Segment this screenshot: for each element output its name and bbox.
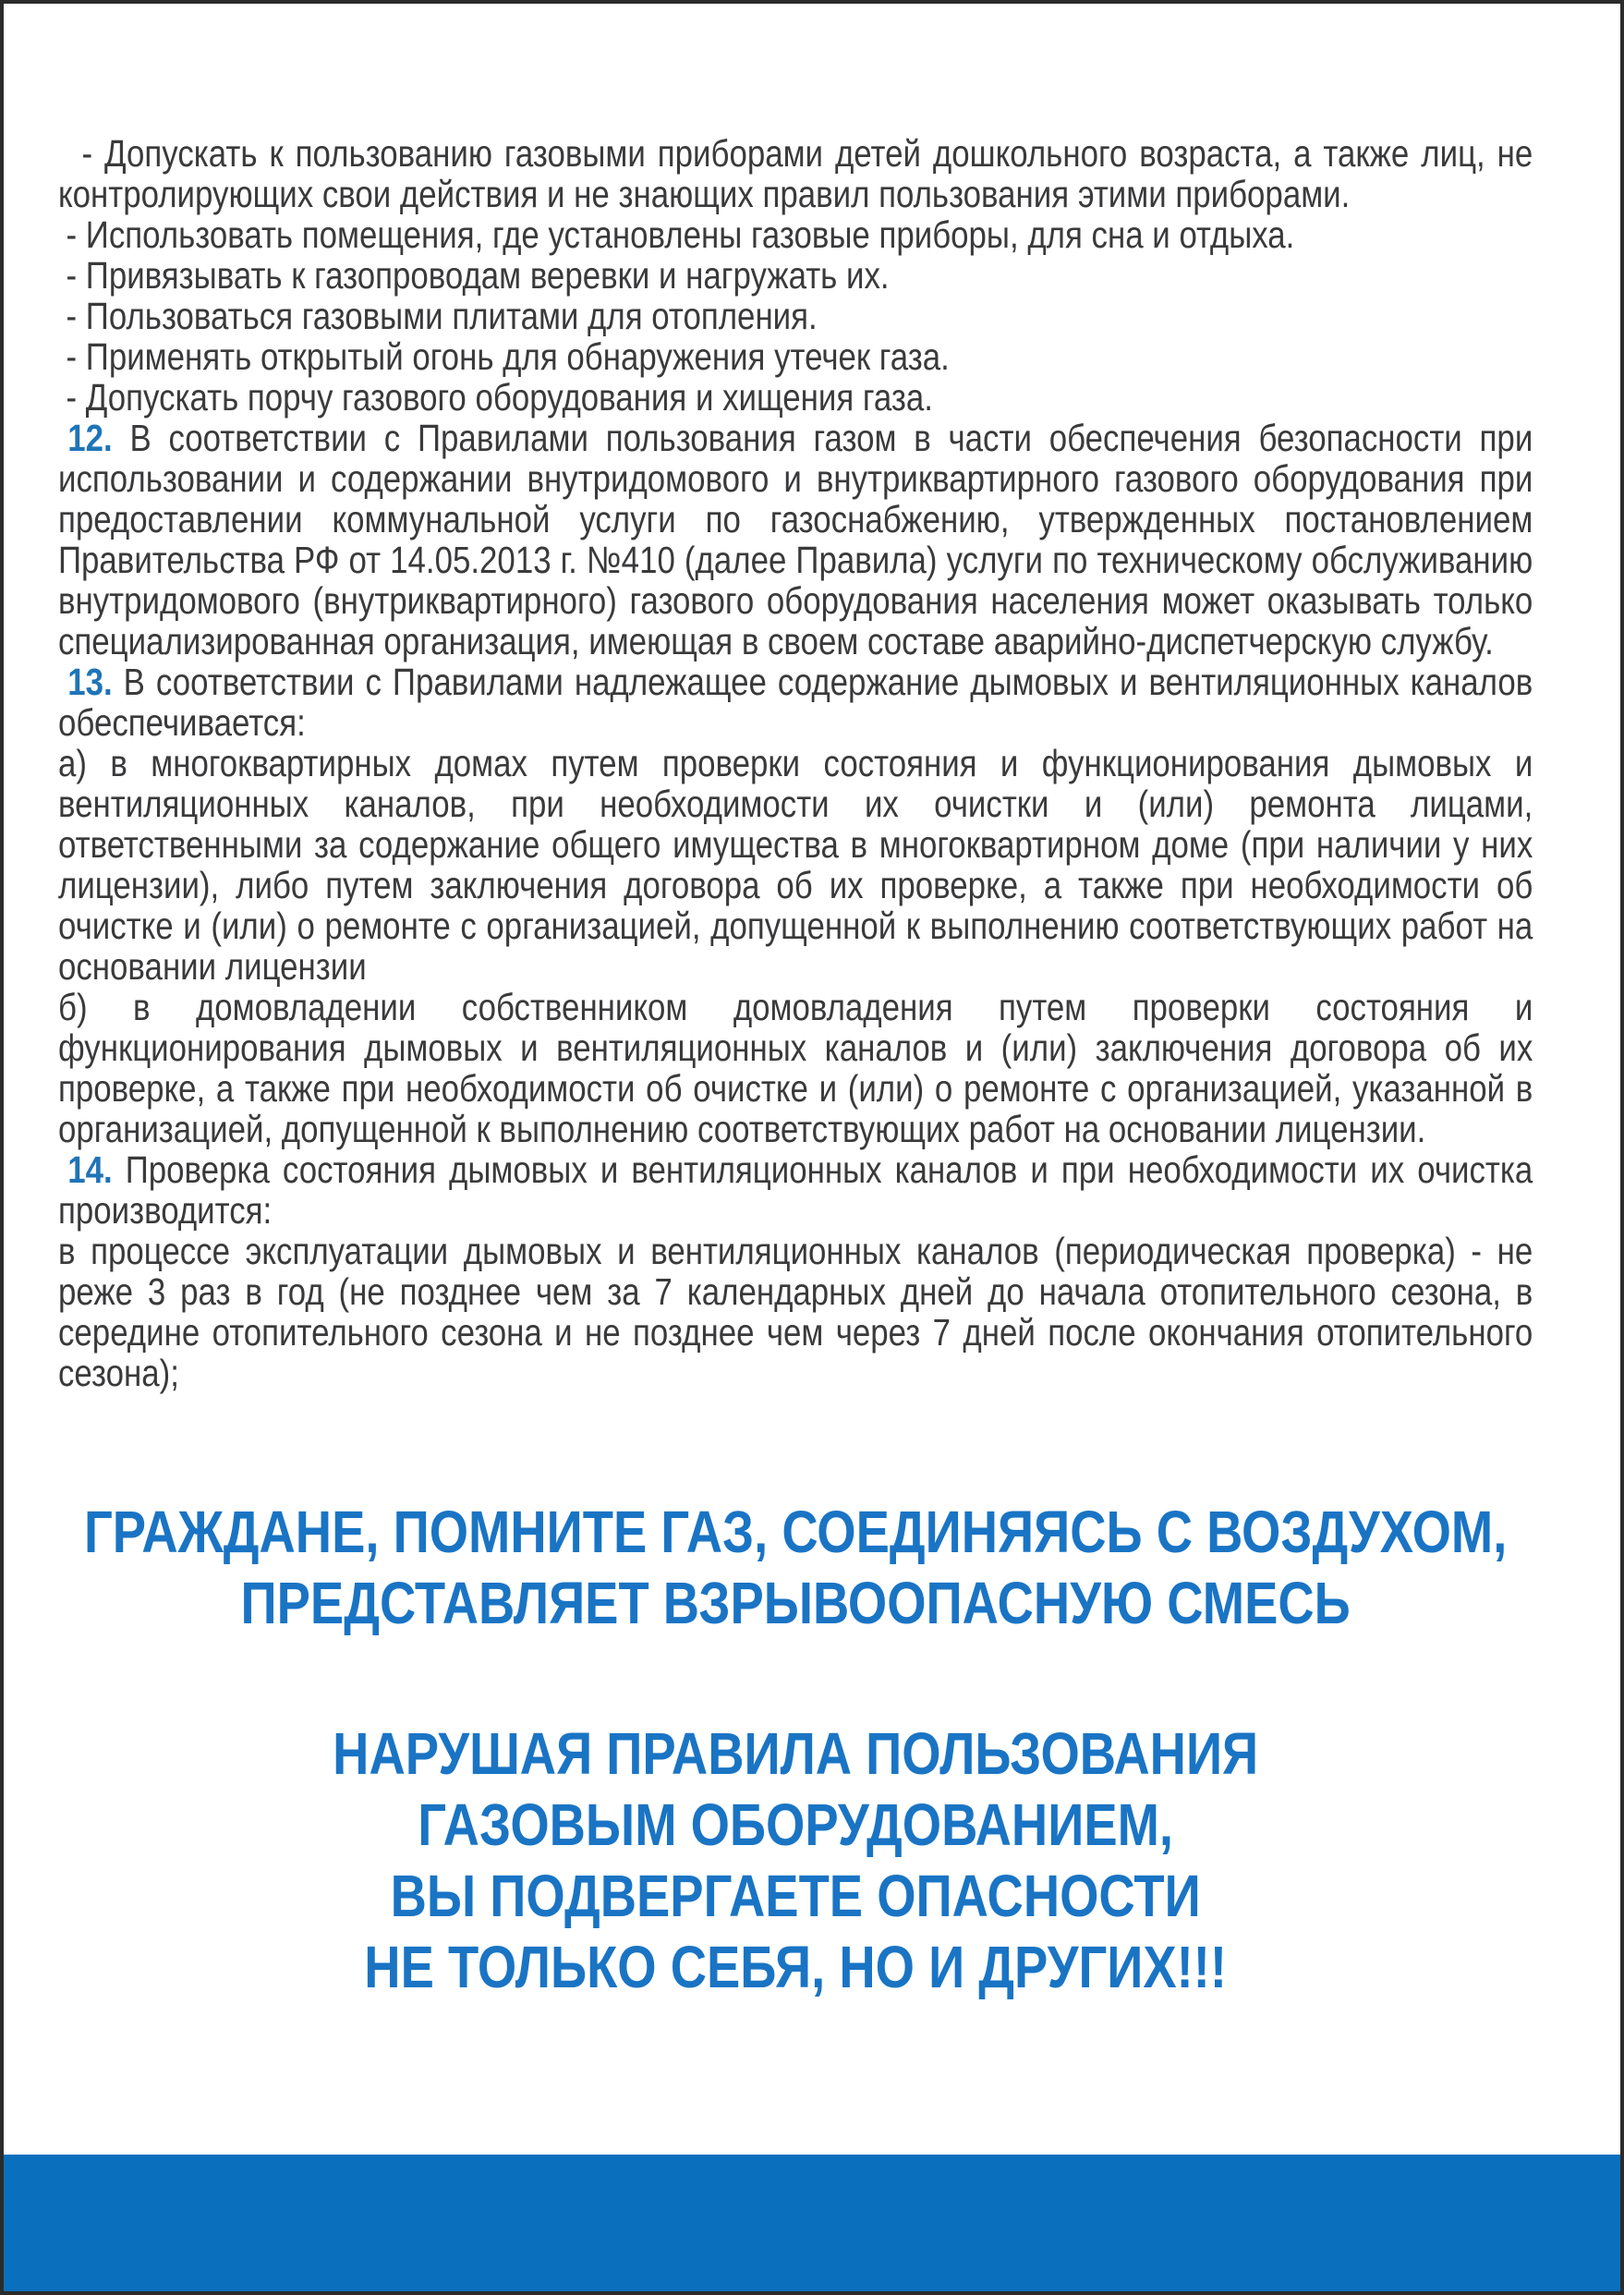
section-paragraph-12 — [58, 418, 1533, 662]
page-content — [58, 133, 1533, 2003]
bullet-item: - Привязывать к газопроводам веревки и нагружать их. — [66, 254, 890, 297]
section-number: 12. — [67, 417, 113, 459]
section-text: В соответствии с Правилами надлежащее содержание дымовых и вентиляционных каналов обеспечивается: — [58, 661, 1533, 744]
footer-blue-bar — [4, 2155, 1620, 2291]
body-text — [58, 133, 1533, 1393]
bullet-item: - Допускать к пользованию газовыми приборами детей дошкольного возраста, а также лиц, не контролирующих свои действия и не знающих правил пользования этими приборами. — [58, 132, 1533, 215]
section-text: В соответствии с Правилами пользования газом в части обеспечения безопасности при использовании и содержании внутридомового и внутриквартирного газового оборудования при предоставлении коммунальной услуги по газоснабжению, утвержденных постановлением Правительства РФ от 14.05.2013 г. №410 (далее Правила) услуги по техническому обслуживанию внутридомового (внутриквартирного) газового оборудования населения может оказывать только специализированная организация, имеющая в своем составе аварийно-диспетчерскую службу. — [58, 417, 1533, 662]
headline-line: ВЫ ПОДВЕРГАЕТЕ ОПАСНОСТИ — [390, 1863, 1201, 1929]
bullet-item: - Допускать порчу газового оборудования и хищения газа. — [66, 376, 933, 419]
headline-line: ПРЕДСТАВЛЯЕТ ВЗРЫВООПАСНУЮ СМЕСЬ — [240, 1570, 1351, 1636]
headline-line: ГРАЖДАНЕ, ПОМНИТЕ ГАЗ, СОЕДИНЯЯСЬ С ВОЗДУХОМ, — [83, 1499, 1508, 1565]
warning-headline-2 — [58, 1718, 1533, 2003]
headline-line: НАРУШАЯ ПРАВИЛА ПОЛЬЗОВАНИЯ — [333, 1720, 1259, 1787]
text-column — [58, 133, 1533, 2003]
headline-line: ГАЗОВЫМ ОБОРУДОВАНИЕМ, — [418, 1791, 1174, 1858]
section-paragraph-14a: в процессе эксплуатации дымовых и вентиляционных каналов (периодическая проверка) - не реже 3 раз в год (не позднее чем за 7 календарных дней до начала отопительного сезона, в середине отопительного сезона и не позднее чем через 7 дней после окончания отопительного сезона); — [58, 1230, 1533, 1394]
bullet-item: - Пользоваться газовыми плитами для отопления. — [66, 295, 818, 337]
section-number: 14. — [67, 1148, 113, 1191]
section-paragraph-14 — [58, 1149, 1533, 1231]
section-text: Проверка состояния дымовых и вентиляционных каналов и при необходимости их очистка производится: — [58, 1148, 1533, 1232]
section-paragraph-13 — [58, 662, 1533, 743]
headline-line: НЕ ТОЛЬКО СЕБЯ, НО И ДРУГИХ!!! — [364, 1934, 1228, 2000]
section-paragraph-13b: б) в домовладении собственником домовладения путем проверки состояния и функционирования дымовых и вентиляционных каналов и (или) заключения договора об их проверке, а также при необходимости об очистке и (или) о ремонте с организацией, указанной в организацией, допущенной к выполнению соответствующих работ на основании лицензии. — [58, 986, 1533, 1150]
bullet-item: - Применять открытый огонь для обнаружения утечек газа. — [66, 335, 950, 378]
section-paragraph-13a: а) в многоквартирных домах путем проверки состояния и функционирования дымовых и вентиляционных каналов, при необходимости их очистки и (или) ремонта лицами, ответственными за содержание общего имущества в многоквартирном доме (при наличии у них лицензии), либо путем заключения договора об их проверке, а также при необходимости об очистке и (или) о ремонте с организацией, допущенной к выполнению соответствующих работ на основании лицензии — [58, 742, 1533, 988]
bullet-item: - Использовать помещения, где установлены газовые приборы, для сна и отдыха. — [66, 213, 1295, 256]
section-number: 13. — [67, 661, 113, 703]
warning-headline-1 — [58, 1497, 1533, 1639]
